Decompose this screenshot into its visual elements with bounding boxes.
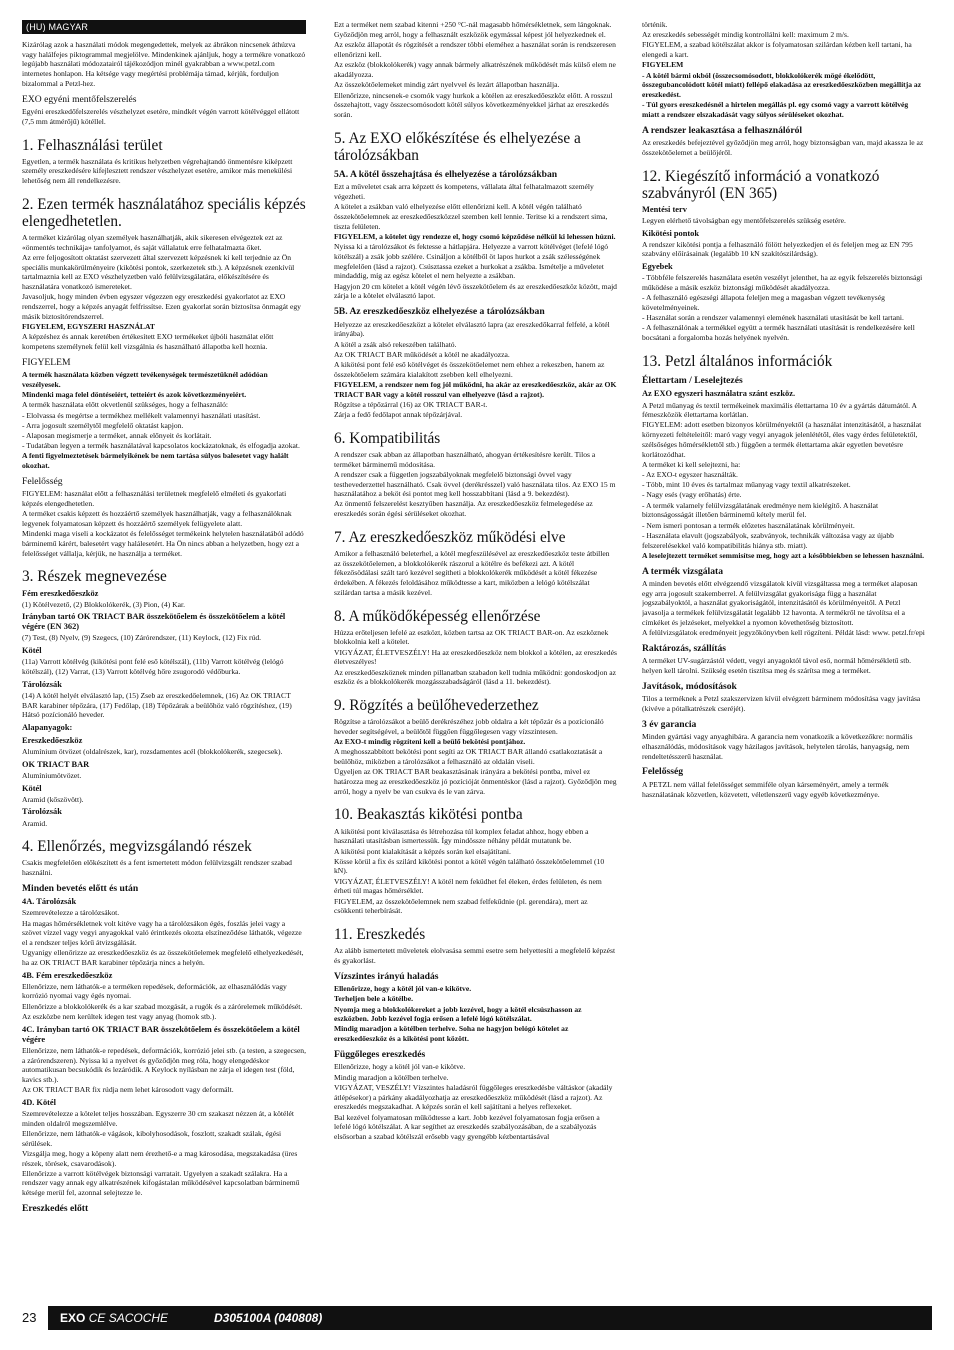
paragraph: - Használata elavult (jogszabályok, szabványok, technikák változása vagy az újabb felszerelésekkel való kompatibilitás hiánya stb. miatt). bbox=[642, 530, 894, 550]
paragraph: VIGYÁZAT, ÉLETVESZÉLY! Ha az ereszkedőeszköz nem blokkol a kötélen, az ereszkedés életveszélyes! bbox=[334, 647, 617, 667]
bold-paragraph: FIGYELEM, a rendszer nem fog jól működni, ha akár az ereszkedőeszköz, akár az OK TRIACT BAR vagy a kötél rosszul van elhelyezve (lásd a rajzot). bbox=[334, 379, 617, 399]
section-heading: 5. Az EXO előkészítése és elhelyezése a tárolózsákban bbox=[334, 129, 581, 164]
paragraph: Az összekötőelemeket mindig zárt nyelvvel és lezárt állapotban használja. bbox=[334, 80, 560, 90]
paragraph: Ellenőrizze a blokkolókerék és a kar szabad mozgását, a rugók és a zárórelemek működését. bbox=[22, 1001, 303, 1011]
paragraph: - Az EXO-t egyszer használták. bbox=[642, 470, 738, 480]
bold-paragraph: Terheljen bele a kötélbe. bbox=[334, 994, 414, 1004]
section-heading: 9. Rögzítés a beülőhevederzethez bbox=[334, 697, 539, 715]
paragraph: A kötelet a zsákban való elhelyezése előtt ellenőrizni kell. A kötél végén található összekötőelemnek az ereszkedőeszközzel szemben kell lennie. Teritse ki a rendszert sima, tiszta felületen. bbox=[334, 202, 608, 231]
section-heading: 8. A működőképesség ellenőrzése bbox=[334, 607, 541, 625]
minor-heading: Kötél bbox=[22, 783, 42, 793]
minor-heading: OK TRIACT BAR bbox=[22, 759, 90, 769]
subheading: Minden bevetés előtt és után bbox=[22, 882, 139, 894]
paragraph: - Többféle felszerelés használata esetén veszélyt jelenthet, ha az egyik felszerelés biztonsági működése a másik eszköz biztonsági működését akadályozza. bbox=[642, 273, 923, 292]
paragraph: A PETZL nem vállal felelősséget semmiféle olyan kárseményért, amely a termék használatának közvetlen, közvetett, véletlenszerű vagy egyéb következménye. bbox=[642, 779, 889, 799]
paragraph: (1) Kötélvezető, (2) Blokkolókerék, (3) Pion, (4) Kar. bbox=[22, 599, 186, 609]
bold-paragraph: Ellenőrizze, hogy a kötél jól van-e kikötve. bbox=[334, 984, 472, 994]
paragraph: Egyéni ereszkedőfelszerelés vészhelyzet esetére, mindkét végén varrott kötélvéggel ellátott (7,5 mm átmérőjű) kötéllel. bbox=[22, 107, 300, 126]
minor-heading: Irányban tartó OK TRIACT BAR összekötőelem és összekötőelem a kötél végére (EN 362) bbox=[22, 612, 286, 632]
minor-heading: Az EXO egyszeri használatra szánt eszköz. bbox=[642, 389, 796, 399]
bold-paragraph: - A kötél bármi okból (összecsomósodott, blokkolókerék mögé ékelődött, összegubancolódott kötél miatt) fellépő elakadása az ereszkedőeszközben megállítja az ereszkedést. bbox=[642, 70, 922, 100]
subheading: Vízszintes irányú haladás bbox=[334, 970, 439, 982]
page-number: 23 bbox=[22, 1310, 37, 1325]
section-heading: 3. Részek megnevezése bbox=[22, 568, 167, 586]
product-name: EXO bbox=[60, 1311, 86, 1325]
minor-heading: Tárolózsák bbox=[22, 807, 62, 817]
paragraph: Az eszköz állapotát és rögzítését a rendszer többi eleméhez a használat során is rendszeresen ellenőrizni kell. bbox=[334, 40, 616, 60]
bold-paragraph: - Túl gyors ereszkedésnél a hirtelen megállás pl. egy csomó vagy a varrott kötélvég miatt a rendszer elszakadását vagy súlyos sérüléseket okozhat. bbox=[642, 100, 909, 119]
paragraph: FIGYELEM, a szabad kötélszálat akkor is folyamatosan szilárdan kézben kell tartani, ha elengedi a kart. bbox=[642, 40, 912, 60]
paragraph: A terméket kizárólag olyan személyek használhatják, akik sikeresen elvégeztek ezt az «önmentés technikája» tanfolyamot, és saját vállalatuk erre felhatalmazta őket. bbox=[22, 233, 283, 252]
bold-paragraph: A fenti figyelmeztetések bármelyikének be nem tartása súlyos balesetet vagy halált okozhat. bbox=[22, 451, 289, 471]
paragraph: Vizsgálja meg, hogy a köpeny alatt nem érezhető-e a mag károsodása, megszakadása (üres részek, törések, csavarodások). bbox=[22, 1148, 298, 1168]
language-label: (HU) MAGYAR bbox=[22, 20, 306, 34]
paragraph: Az eszköz (blokkolókerék) vagy annak bármely alkatrészének működését más külső elem ne akadályozza. bbox=[334, 60, 616, 80]
paragraph: A minden bevetés előtt elvégzendő vizsgálatok kívül vizsgáltassa meg a terméket alaposan egy arra jogosult szakemberrel. A felülvizsgálat gyakorisága függ a használat jogszabályoktól, a használat gyakoriságától, intenzitásától és körülményeitől. A Petzl javasolja a termékek felülvizsgálatát legalább 12 havonta. A termékről ne távolítsa el a címkéket és jelzéseket, melyekkel a nyomon követhetőség biztosított. bbox=[642, 579, 918, 627]
subheading: Felelősség bbox=[22, 475, 63, 487]
footer-product bbox=[60, 1311, 168, 1325]
bold-paragraph: FIGYELEM bbox=[642, 60, 684, 70]
bold-paragraph: Mindenki maga felel döntéseiért, tetteiért és azok következményeiért. bbox=[22, 390, 247, 400]
paragraph: - A felhasználónak a termékkel együtt a termék használati utasítását is rendelkezésére kell bocsátani a forgalomba hozás helyének nyelvén. bbox=[642, 323, 915, 343]
subheading: Raktározás, szállítás bbox=[642, 642, 727, 654]
paragraph: A rendszer kikötési pontja a felhasználó fölött helyezkedjen el és feleljen meg az EN 795 szabvány előírásainak (legalább 10 kN szakítószilárdság). bbox=[642, 239, 913, 259]
minor-heading: Kötél bbox=[22, 646, 42, 656]
paragraph: A terméket ki kell selejtezni, ha: bbox=[642, 459, 741, 469]
minor-heading: 4C. Irányban tartó OK TRIACT BAR összekötőelem és összekötőelem a kötél végére bbox=[22, 1024, 300, 1044]
paragraph: Az OK TRIACT BAR működését a kötél ne akadályozza. bbox=[334, 349, 510, 359]
section-heading: 7. Az ereszkedőeszköz működési elve bbox=[334, 528, 566, 546]
paragraph: Ellenőrizze, hogy a kötél jól van-e kikötve. bbox=[334, 1062, 466, 1072]
paragraph: Az erre feljogosított oktatást szervezett által szervezett képzésnek ki kell terjednie az Ön speciális munkakörülményeire (kikötési pontok, szerkezetek stb.). A képzésnek ezenkívül tartalmaznia kell az EXO vészhelyzetben való felülvizsgálatára, előkészítésére és használatára vonatkozó ismereteket. bbox=[22, 253, 295, 292]
paragraph: Ellenőrizze a varrott kötélvégek biztonsági varratait. Ugyelyen a szakadt szálakra. Ha a rendszer vagy annak egy alkatrészének kifogástalan működésével kapcsolatban bárminemű kétsége merül fel, azonnal selejtezze le. bbox=[22, 1168, 300, 1198]
subheading: Javítások, módosítások bbox=[642, 680, 737, 692]
paragraph: Az önmentő felszerelést kesztyűben használja. Az ereszkedőeszköz felmelegedése az ereszkedés során égési sérüléseket okozhat. bbox=[334, 499, 593, 519]
paragraph: Alumíniumötvözet. bbox=[22, 770, 82, 780]
subheading: FIGYELEM bbox=[22, 356, 71, 368]
subheading: 5B. Az ereszkedőeszköz elhelyezése a tárolózsákban bbox=[334, 306, 545, 318]
paragraph: FIGYELEM: adott esetben bizonyos körülményektől (a használat intenzitásától, a használat környezeti feltételeitől: maró vagy vegyi anyagok jelenlététől, éles vagy érdes felületektől, szélsőséges hőmérséklettől stb.) függően a termék élettartama akár egyetlen bevetésre korlátozódhat. bbox=[642, 420, 922, 459]
paragraph: Ezt a terméket nem szabad kitenni +250 °C-nál magasabb hőmérsékletnek, sem lángoknak. bbox=[334, 20, 612, 29]
paragraph: Kösse körül a fix és szilárd kikötési pontot a kötél végén található összekötőelemmel (10 kN). bbox=[334, 856, 605, 876]
section-heading: 4. Ellenőrzés, megvizsgálandó részek bbox=[22, 838, 252, 856]
product-subtitle: CE SACOCHE bbox=[88, 1311, 169, 1325]
paragraph: Helyezze az ereszkedőeszközt a kötelet elválasztó lapra (az ereszkedőkarral felfelé, a kötél irányába). bbox=[334, 319, 610, 339]
bold-paragraph: Nyomja meg a blokkolókereket a jobb kezével, hogy a kötél elcsúszhasson az eszközben. Jobb kezével fogja erősen a lefelé lógó kötélszálat. bbox=[334, 1004, 582, 1024]
paragraph: (14) A kötél helyét elválasztó lap, (15) Zseb az ereszkedőelemnek, (16) Az OK TRIACT BAR karabiner tépőzára, (17) Fedőlap, (18) Tépőzárak a beülőhöz való rögzítéshez, (19) Hátsó pozícionáló heveder. bbox=[22, 690, 292, 720]
section-heading: 12. Kiegészítő információ a vonatkozó szabványról (EN 365) bbox=[642, 167, 880, 202]
paragraph: VIGYÁZAT, VESZÉLY! Vízszintes haladásról függőleges ereszkedésbe váltáskor (akadály átlépésekor) a párkány akadályozhatja az ereszkedőeszköz működését (lásd a rajzot). Az ereszkedés megszakadhat. A képzés során el kell sajátítani a helyes reflexeket. bbox=[334, 1082, 613, 1112]
paragraph: Csakis megfelelően előkészített és a fent ismertetett módon felülvizsgált rendszer szabad használni. bbox=[22, 858, 292, 878]
paragraph: Az ereszkedőeszköznek minden pillanatban szabadon kell tudnia működni: gondoskodjon az eszköz és a blokkolókerék mozgásszabadságáról (lásd a 11. bekezdést). bbox=[334, 667, 616, 687]
paragraph: Ellenőrizze, nem láthatók-e vágások, kibolyhosodások, foszlott, szakadt szálak, égési sérülések. bbox=[22, 1128, 282, 1148]
section-heading: 10. Beakasztás kikötési pontba bbox=[334, 806, 523, 824]
bold-paragraph: FIGYELEM, EGYSZERI HASZNÁLAT bbox=[22, 322, 155, 332]
paragraph: történik. bbox=[642, 20, 668, 29]
paragraph: Az eszközbe nem kerültek idegen test vagy anyag (homok stb.). bbox=[22, 1011, 217, 1021]
paragraph: A kötél a zsák alsó rekeszében található. bbox=[334, 339, 457, 349]
subheading: Élettartam / Leselejtezés bbox=[642, 374, 743, 386]
bold-paragraph: FIGYELEM, a kötelet úgy rendezze el, hogy csomó képződése nélkül ki lehessen húzni. bbox=[334, 232, 616, 242]
paragraph: FIGYELEM: használat előtt a felhasználási területnek megfelelő elméleti és gyakorlati képzés elengedhetetlen. bbox=[22, 489, 287, 509]
paragraph: Szemrevételezze a kötelet teljes hosszában. Egyszerre 30 cm szakaszt nézzen át, a kötélét minden oldalról megszemlélve. bbox=[22, 1108, 294, 1128]
text-column-2 bbox=[334, 20, 618, 1302]
section-heading: 1. Felhasználási terület bbox=[22, 136, 163, 154]
paragraph: Rögzítse a tárolózsákot a beülő derékrészéhez jobb oldalra a két tépőzár és a pozícionáló heveder segítségével, a beülőtől függően függőlegesen vagy vízszintesen. bbox=[334, 717, 604, 736]
paragraph: Az ereszkedés befejeztével győződjön meg arról, hogy biztonságban van, majd akassza le az összekötőelemet a beülőjéről. bbox=[642, 138, 924, 157]
bold-paragraph: A leselejtezett terméket semmisítse meg, hogy azt a későbbiekben se lehessen használni. bbox=[642, 550, 924, 560]
minor-heading: 4B. Fém ereszkedőeszköz bbox=[22, 970, 113, 980]
paragraph: Ellenőrizze, nincsenek-e csomók vagy hurkok a kötélen az ereszkedőeszköz előtt. A rosszul összehajtott, vagy összecsomósodott kötél súlyos következményekkel járhat az ereszkedés során. bbox=[334, 90, 613, 119]
paragraph: Aramid (kőszövött). bbox=[22, 794, 84, 804]
subheading: Ereszkedés előtt bbox=[22, 1202, 89, 1214]
subheading: Felelősség bbox=[642, 766, 684, 778]
minor-heading: Fém ereszkedőeszköz bbox=[22, 588, 99, 598]
minor-heading: 4A. Tárolózsák bbox=[22, 897, 77, 907]
section-heading: 2. Ezen termék használatához speciális képzés elengedhetetlen. bbox=[22, 195, 306, 230]
text-column-3 bbox=[642, 20, 926, 1302]
paragraph: A terméket UV-sugárzástól védett, vegyi anyagoktól távol eső, normál hőmérsékletű stb. helyen kell tárolni. Szükség esetén tisztítsa meg és szárítsa meg a terméket. bbox=[642, 656, 912, 676]
paragraph: A meghosszabbított bekötési pont segíti az OK TRIACT BAR állandó csatlakoztatását a beülőhöz, miközben a tárolózsákot a felhasználó az oldalán viseli. bbox=[334, 747, 603, 767]
paragraph: A rendszer csak a független jogszabályoknak megfelelő biztonsági övvel vagy testhevederzettel használható. Csak övvel (derékrésszel) való használata tilos. Az EXO 15 m használatához a beköt ési pontot meg kell hosszabbítani (lásd a 9. bekezdést). bbox=[334, 469, 616, 499]
paragraph: Húzza erőteljesen lefelé az eszközt, közben tartsa az OK TRIACT BAR-on. Az eszköznek blokkolnia kell a kötelet. bbox=[334, 627, 609, 647]
paragraph: Tilos a terméknek a Petzl szakszervizen kívül elvégzett bárminem módosítása vagy javítása (kivéve a pótalkatrészek cseréjét). bbox=[642, 694, 921, 713]
paragraph: Ezt a műveletet csak arra képzett és kompetens, vállalata által felhatalmazott személy végezheti. bbox=[334, 182, 594, 202]
document-reference: D305100A (040808) bbox=[214, 1311, 323, 1325]
paragraph: Ha magas hőmérsékletnek volt kitéve vagy ha a tárolózsákon égés, foszlás jelei vagy a szövet vízzel vagy vegyi anyagokkal való érintkezés okozta elszíneződése láthatók, végezze el a rendszer teljes körű átvizsgálását. bbox=[22, 918, 302, 948]
paragraph: Minden gyártási vagy anyaghibára. A garancia nem vonatkozik a következőkre: normális elhasználódás, módosítások vagy házilagos javítások, helytelen tárolás, hanyagság, nem rendeltetésszerű használat. bbox=[642, 732, 913, 761]
manual-page bbox=[22, 20, 932, 1310]
paragraph: - Nagy esés (vagy erőhatás) érte. bbox=[642, 490, 742, 500]
paragraph: Ellenőrizze, nem láthatók-e repedések, deformációk, korrózió jelei stb. (a testen, a szegecsen, a zárórendszeren). Nyissa ki a nyelvet és győződjön meg róla, hogy elengedéskor automatikusan becsukódik és lezáródik. A Keylock nyílásban ne zárja el idegen test (föld, kavics stb.). bbox=[22, 1045, 306, 1084]
bold-paragraph: A termék használata közben végzett tevékenységek természetüknél adódóan veszélyesek. bbox=[22, 370, 268, 389]
subheading: Függőleges ereszkedés bbox=[334, 1048, 426, 1060]
paragraph: Rögzítse a tépőzárral (16) az OK TRIACT BAR-t. bbox=[334, 399, 488, 409]
paragraph: - Elolvassa és megértse a termékhez mellékelt valamennyi használati utasítást. bbox=[22, 410, 261, 420]
paragraph: - Arra jogosult személytől megfelelő oktatást kapjon. bbox=[22, 420, 184, 430]
subheading: EXO egyéni mentőfelszerelés bbox=[22, 93, 137, 105]
subheading: A termék vizsgálata bbox=[642, 565, 723, 577]
paragraph: VIGYÁZAT, ÉLETVESZÉLY! A kötél nem feküdhet fel éleken, érdes felületen, és nem érheti túl magas hőmérséklet. bbox=[334, 876, 602, 896]
page-footer bbox=[22, 1306, 934, 1330]
paragraph: - Tudatában legyen a termék használatával kapcsolatos kockázatoknak, és elfogadja azokat. bbox=[22, 441, 300, 451]
paragraph: A termék használata előtt okvetlenül szükséges, hogy a felhasználó: bbox=[22, 400, 229, 410]
subheading: A rendszer leakasztása a felhasználóról bbox=[642, 124, 803, 136]
text-column-1 bbox=[22, 20, 306, 1302]
footer-bar bbox=[48, 1306, 932, 1330]
minor-heading: 4D. Kötél bbox=[22, 1097, 56, 1107]
paragraph: Ugyanígy ellenőrizze az ereszkedőeszköz és az összekötőelemek megfelelő elhelyezkedését, ha az OK TRIACT BAR karabiner tépőzárja nincs a helyén. bbox=[22, 948, 304, 967]
minor-heading: Alapanyagok: bbox=[22, 722, 73, 732]
paragraph: - A felhasználó egészségi állapota feleljen meg a magasban végzett tevékenység követelményeinek. bbox=[642, 293, 885, 312]
paragraph: A kikötési pont kiválasztása és létrehozása túl komplex feladat ahhoz, hogy ebben a használati utasításban ismertessük. Így mindössze néhány példát mutatunk be. bbox=[334, 826, 589, 846]
paragraph: Bal kezével folyamatosan működtesse a kart. Jobb kezével folyamatosan fogja erősen a lefelé lógó kötélszálat. A kar segíthet az ereszkedés szabályozásában, de a szabályozás elsősorban a szabad kötélszál erősebb vagy gyengébb kézbentartásával bbox=[334, 1112, 600, 1141]
minor-heading: Mentési terv bbox=[642, 204, 687, 214]
paragraph: Mindig maradjon a kötélben terhelve. bbox=[334, 1072, 449, 1082]
bold-paragraph: Mindig maradjon a kötélben terhelve. Soha ne hagyjon belógó kötelet az ereszkedőeszköz és a kikötési pont között. bbox=[334, 1024, 569, 1044]
paragraph: - A termék valamely felülvizsgálatának eredménye nem kielégítő. A használat biztonságosságát illetően bárminemű kétely merül fel. bbox=[642, 500, 879, 520]
paragraph: Az ereszkedés sebességét mindig kontrollálni kell: maximum 2 m/s. bbox=[642, 30, 849, 40]
paragraph: A kikötési pont felé eső kötélvéget és összekötőelemet nem ehhez a rekeszben, hanem az összekötőelem számára kialakított zsebben kell elhelyezni. bbox=[334, 359, 605, 379]
paragraph: Ellenőrizze, nem láthatók-e a terméken repedések, deformációk, az elhasználódás vagy korrózió nyomai vagy égés nyomai. bbox=[22, 981, 287, 1001]
paragraph: A képzéshez és annak keretében értékesített EXO termékeket újbóli használat előtt kompetens személynek felül kell vizsgálnia és használható állapotba kell hoznia. bbox=[22, 332, 274, 351]
paragraph: Szemrevételezze a tárolózsákot. bbox=[22, 908, 120, 918]
paragraph: Hagyjon 20 cm kötelet a kötél végén lévő összekötőelem és az ereszkedőeszköz között, majd zárja le a kötelet elválasztó lapot. bbox=[334, 281, 617, 301]
paragraph: Amikor a felhasználó beleterhel, a kötél megfeszülésével az ereszkedőeszköz teste átbillen az összekötőelemen, a blokkolókerék rászorul a kötélre és befékezi azt. A kötél fékezősödálasi szált taró kezével segítheti a blokkolókerék működését a kötél fékezése érdekében. A fékezés feloldásához működtesse a kart, miközben a lelógó kötélszálat szilárdan tartsa a másik kezével. bbox=[334, 549, 610, 597]
paragraph: Javasoljuk, hogy minden évben egyszer végezzen egy ereszkedési gyakorlatot az EXO rendszerrel, hogy a képzés anyagát felfrissítse. Ezen gyakorlat során biztosítsa önmagát egy másik biztosítórendszerrel. bbox=[22, 292, 301, 321]
paragraph: Győződjön meg arról, hogy a felhasznált eszközök egymással képest jól helyezkednek el. bbox=[334, 30, 606, 40]
paragraph: - Alaposan megismerje a terméket, annak előnyeit és korlátait. bbox=[22, 431, 212, 440]
minor-heading: Tárolózsák bbox=[22, 679, 62, 689]
section-heading: 13. Petzl általános információk bbox=[642, 352, 833, 370]
minor-heading: Kikötési pontok bbox=[642, 228, 700, 238]
bold-paragraph: Az EXO-t mindig rögzíteni kell a beülő bekötési pontjához. bbox=[334, 737, 526, 747]
minor-heading: Egyebek bbox=[642, 262, 673, 272]
paragraph: Zárja a fedő fedőlapot annak tépőzárjával. bbox=[334, 410, 463, 420]
paragraph: A rendszer csak abban az állapotban használható, ahogyan értékesítésre került. Tilos a terméket bárminemű módosítása. bbox=[334, 449, 596, 469]
paragraph: Aramid. bbox=[22, 818, 48, 828]
subheading: 3 év garancia bbox=[642, 718, 697, 730]
paragraph: A Petzl műanyag és textil termékeinek maximális élettartama 10 év a gyártás dátumától. A fémeszközök élettartama korlátlan. bbox=[642, 400, 917, 420]
paragraph: Ügyeljen az OK TRIACT BAR beakasztásának irányára a bekötési pontba, mivel ez határozza meg az ereszkedőeszköz jó pozícióját önmentéskor (lásd a rajzot). Győződjön meg arról, hogy a nyelv be van csukva és le van zárva. bbox=[334, 767, 617, 796]
paragraph: Kizárólag azok a használati módok megengedettek, melyek az ábrákon nincsenek áthúzva vagy halálfejes piktogrammal megjelölve. Mindenkinek ajánljuk, hogy a termékre vonatkozó legújabb használati módozatairól tájékozódjon minél gyakrabban a www.petzl.com internetes honlapon. Ha kétsége vagy megértési problémája támad, kérjük, forduljon bizalommal a Petzl-hez. bbox=[22, 40, 306, 88]
paragraph: A felülvizsgálatok eredményeit jegyzőkönyvben kell rögzíteni. Példát lásd: www. petzl.fr/epi bbox=[642, 628, 925, 638]
paragraph: - Használat során a rendszer valamennyi elemének használati utasítását be kell tartani. bbox=[642, 313, 904, 323]
paragraph: Az alább ismertetett műveletek elolvasása semmi esetre sem helyettesíti a megfelelő képzést és gyakorlást. bbox=[334, 946, 616, 965]
subheading: 5A. A kötél összehajtása és elhelyezése a tárolózsákban bbox=[334, 168, 558, 180]
paragraph: (11a) Varrott kötélvég (kikötési pont felé eső kötélszál), (11b) Varrott kötélvég (lelógó kötélszál), (12) Varrat, (13) Varrott kötélvég hőre zsugorodó védőburka. bbox=[22, 657, 284, 676]
paragraph: Az OK TRIACT BAR fix rúdja nem lehet károsodott vagy deformált. bbox=[22, 1085, 234, 1095]
paragraph: Alumínium ötvözet (oldalrészek, kar), rozsdamentes acél (blokkolókerék, szegecsek). bbox=[22, 747, 283, 757]
section-heading: 11. Ereszkedés bbox=[334, 926, 426, 944]
paragraph: Legyen elérhető távolságban egy mentőfelszerelés szükség esetére. bbox=[642, 215, 846, 225]
section-heading: 6. Kompatibilitás bbox=[334, 429, 441, 447]
paragraph: Nyissa ki a tárolózsákot és fektesse a hátlapjára. Helyezze a varrott kötélvéget (lefelé lógó kötélszál) a zsák jobb szélére. Csináljon a kötélből öt lapos hurkot a zsák szélességének megfelelően (lásd a rajzot). Csúsztassa ezeket a hurkokat a zsákba. Ismételje a műveletet mindaddig, míg az egész kötelet el nem helyezte a zsákban. bbox=[334, 242, 609, 281]
paragraph: - Nem ismeri pontosan a termék előzetes használatának körülményeit. bbox=[642, 520, 855, 530]
paragraph: A terméket csakis képzett és hozzáértő személyek használhatják, vagy a felhasználóknak legyenek folyamatosan képzett és hozzáértő személyek felügyelete alatt. bbox=[22, 509, 292, 529]
paragraph: Egyetlen, a termék használata és kritikus helyzetben végrehajtandó önmentésre kiképzett személy ereszkedésére kifejlesztett rendszer vészhelyzet esetére, amikor más menekülési lehetőség nem áll rendelkezésre. bbox=[22, 156, 293, 186]
paragraph: - Több, mint 10 éves és tartalmaz műanyag vagy textil alkatrészeket. bbox=[642, 480, 851, 490]
paragraph: FIGYELEM, az összekötőelemnek nem szabad felfekűdnie (pl. gerendára), mert az csökkenti teherbírását. bbox=[334, 896, 588, 916]
minor-heading: Ereszkedőeszköz bbox=[22, 736, 83, 746]
paragraph: (7) Test, (8) Nyelv, (9) Szegecs, (10) Zárórendszer, (11) Keylock, (12) Fix rúd. bbox=[22, 633, 262, 643]
paragraph: A kikötési pont kialakítását a képzés során kel elsajátítani. bbox=[334, 846, 511, 856]
paragraph: Mindenki maga viseli a kockázatot és felelősséget termékeink helytelen használatából adódó bárminemű kárért, balesetért vagy halálesetért. Ha Ön nincs abban a helyzetben, hogy ezt a felelősséget vállalja, kérjük, ne használja a terméket. bbox=[22, 529, 304, 558]
